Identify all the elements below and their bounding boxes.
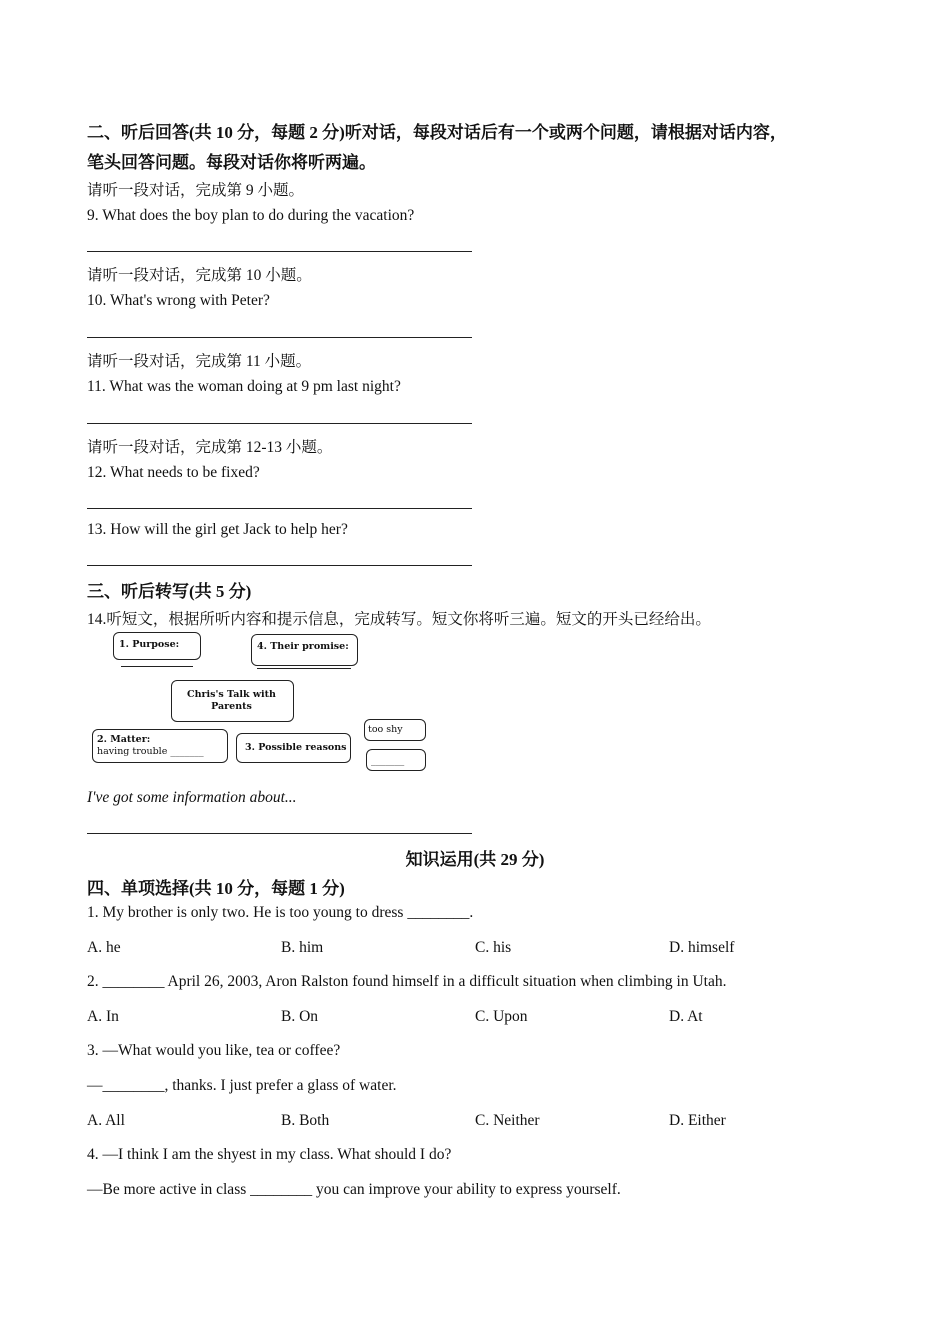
purpose-blank	[121, 666, 193, 667]
answer-line-9[interactable]	[87, 251, 472, 252]
center-title-line2: Parents	[211, 701, 252, 712]
option-c[interactable]: C. his	[475, 939, 512, 956]
option-d[interactable]: D. Either	[669, 1112, 726, 1129]
question-13: 13. How will the girl get Jack to help her?	[87, 521, 348, 538]
option-c[interactable]: C. Upon	[475, 1008, 528, 1025]
option-d[interactable]: D. At	[669, 1008, 703, 1025]
part-title: 知识运用(共 29 分)	[405, 850, 545, 869]
reason2-text: _______	[371, 755, 405, 766]
answer-line-10[interactable]	[87, 337, 472, 338]
question-stem-reply: —________, thanks. I just prefer a glass of water.	[87, 1077, 397, 1094]
section3-header: 三、听后转写(共 5 分)	[87, 582, 252, 601]
question-stem: 4. —I think I am the shyest in my class. What should I do?	[87, 1146, 452, 1163]
reasons-label: 3. Possible reasons	[245, 742, 347, 753]
purpose-label: 1. Purpose:	[119, 639, 180, 650]
question-10: 10. What's wrong with Peter?	[87, 292, 270, 309]
answer-line-12[interactable]	[87, 508, 472, 509]
option-a[interactable]: A. he	[87, 939, 121, 956]
group-intro: 请听一段对话，完成第 11 小题。	[87, 353, 312, 370]
group-intro: 请听一段对话，完成第 9 小题。	[87, 182, 305, 199]
section3-instruction: 14.听短文，根据所听内容和提示信息，完成转写。短文你将听三遍。短文的开头已经给出。	[87, 611, 711, 628]
promise-blank	[257, 668, 351, 669]
answer-line-14[interactable]	[87, 833, 472, 834]
question-11: 11. What was the woman doing at 9 pm last night?	[87, 378, 401, 395]
matter-label: 2. Matter:	[97, 734, 151, 745]
question-stem-reply: —Be more active in class ________ you can improve your ability to express yourself.	[87, 1181, 621, 1198]
question-12: 12. What needs to be fixed?	[87, 464, 260, 481]
option-d[interactable]: D. himself	[669, 939, 735, 956]
option-b[interactable]: B. On	[281, 1008, 319, 1025]
section2-header-line2: 笔头回答问题。每段对话你将听两遍。	[87, 153, 376, 172]
start-text: I've got some information about...	[87, 789, 297, 806]
group-intro: 请听一段对话，完成第 10 小题。	[87, 267, 312, 284]
option-c[interactable]: C. Neither	[475, 1112, 540, 1129]
question-9: 9. What does the boy plan to do during the vacation?	[87, 207, 415, 224]
group-intro: 请听一段对话，完成第 12-13 小题。	[87, 439, 333, 456]
question-stem: 1. My brother is only two. He is too young to dress ________.	[87, 904, 474, 921]
answer-line-13[interactable]	[87, 565, 472, 566]
option-b[interactable]: B. him	[281, 939, 324, 956]
option-b[interactable]: B. Both	[281, 1112, 330, 1129]
matter-text: having trouble _______	[97, 746, 204, 757]
answer-line-11[interactable]	[87, 423, 472, 424]
option-a[interactable]: A. All	[87, 1112, 125, 1129]
section2-header-line1: 二、听后回答(共 10 分，每题 2 分)听对话，每段对话后有一个或两个问题，请根据对话内容，	[87, 123, 787, 142]
question-stem: 2. ________ April 26, 2003, Aron Ralston found himself in a difficult situation when climbing in Utah.	[87, 973, 727, 990]
question-stem: 3. —What would you like, tea or coffee?	[87, 1042, 341, 1059]
center-title-line1: Chris's Talk with	[187, 689, 276, 700]
section4-header: 四、单项选择(共 10 分，每题 1 分)	[87, 879, 345, 898]
option-a[interactable]: A. In	[87, 1008, 119, 1025]
promise-label: 4. Their promise:	[257, 641, 349, 652]
reason1-text: too shy	[368, 724, 403, 735]
